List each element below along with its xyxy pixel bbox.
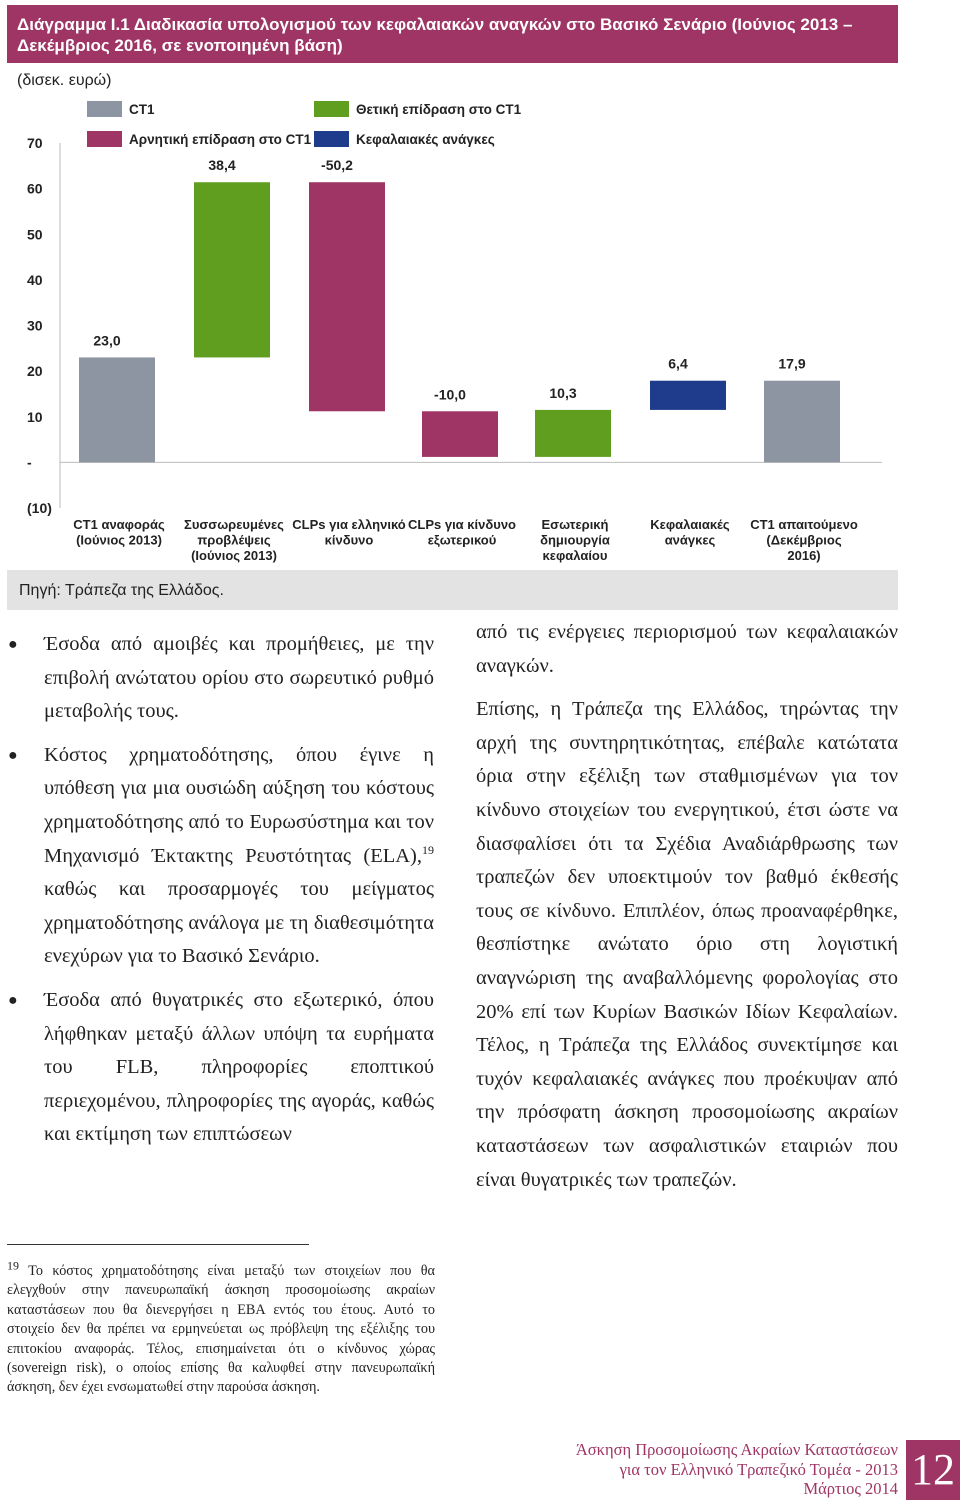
category-label-7 xyxy=(750,517,858,563)
page-footer xyxy=(576,1440,898,1499)
bullet-icon: ● xyxy=(8,746,18,764)
unit-label: (δισεκ. ευρώ) xyxy=(17,72,112,89)
category-label-5 xyxy=(540,517,610,563)
category-line: (Ιούνιος 2013) xyxy=(191,548,277,563)
data-label-7: 17,9 xyxy=(778,355,806,372)
bullet-text-cont: καθώς και προσαρμογές του μείγματος χρηματοδότησης ανάλογα με τη διαθεσιμότητα ενεχύρων για το Βασικό Σενάριο. xyxy=(44,878,434,968)
legend-swatch-ct1 xyxy=(87,101,122,117)
footnote-divider xyxy=(7,1244,309,1245)
footnote-number: 19 xyxy=(7,1258,19,1273)
category-line: δημιουργία xyxy=(540,532,610,548)
data-label-1: 23,0 xyxy=(93,332,121,349)
category-line: κίνδυνο xyxy=(324,532,374,548)
category-line: Συσσωρευμένες xyxy=(184,517,284,532)
bullet-text: Κόστος χρηματοδότησης, όπου έγινε η υπόθεση για μια ουσιώδη αύξηση του κόστους χρηματοδότησης από το Ευρωσύστημα και τον Μηχανισμό Έκτακτης Ρευστότητας (ELA), xyxy=(44,743,434,867)
y-tick-label: 70 xyxy=(27,135,43,151)
category-line: 2016) xyxy=(787,548,821,563)
category-line: (Δεκέμβριος xyxy=(766,532,842,548)
data-label-3: -50,2 xyxy=(321,157,353,174)
y-tick-label: 60 xyxy=(27,180,43,197)
y-tick-label: 40 xyxy=(27,271,43,288)
category-line: CT1 απαιτούμενο xyxy=(750,517,858,532)
y-tick-label: 20 xyxy=(27,363,43,380)
footnote-ref: 19 xyxy=(422,842,434,857)
y-tick-label: 10 xyxy=(27,408,43,425)
footer-line: Μάρτιος 2014 xyxy=(803,1479,898,1499)
bar-6 xyxy=(650,381,726,410)
legend-label-ct1: CT1 xyxy=(129,102,155,117)
legend-label-negative: Αρνητική επίδραση στο CT1 xyxy=(129,132,312,147)
category-label-2 xyxy=(184,517,284,563)
category-line: (Ιούνιος 2013) xyxy=(76,532,162,548)
category-line: Κεφαλαιακές xyxy=(650,517,730,532)
footer-line: για τον Ελληνικό Τραπεζικό Τομέα - 2013 xyxy=(619,1459,898,1479)
chart-container xyxy=(7,63,898,570)
category-line: Εσωτερική xyxy=(541,517,609,532)
footnote-text: Το κόστος χρηματοδότησης είναι μεταξύ των στοιχείων που θα ελεγχθούν στην πανευρωπαϊκή άσκηση προσομοίωσης ακραίων καταστάσεων που θα διενεργήσει η EBA εντός του έτους. Αυτό το στοιχείο δεν θα πρέπει να ερμηνεύεται ως πρόβλεψη της εξέλιξης του επιτοκίου αναφοράς. Τέλος, επισημαίνεται ότι ο κίνδυνος χώρας (sovereign risk), ο οποίος επίσης θα καλυφθεί στην πανευρωπαϊκή άσκηση, δεν έχει ενσωματωθεί στην παρούσα άσκηση. xyxy=(7,1263,435,1396)
category-line: CT1 αναφοράς xyxy=(73,517,165,532)
bullet-text: Έσοδα από θυγατρικές στο εξωτερικό, όπου λήφθηκαν μεταξύ άλλων υπόψη τα ευρήματα του FLB, πληροφορίες εποπτικού περιεχομένου, πληροφορίες της αγοράς, καθώς και εκτίμηση των επιπτώσεων xyxy=(44,988,434,1146)
y-tick-label: - xyxy=(27,454,32,471)
footnote xyxy=(7,1258,435,1398)
category-line: CLPs για κίνδυνο xyxy=(408,517,516,532)
bar-4 xyxy=(422,411,498,457)
bar-1 xyxy=(79,357,155,462)
legend-swatch-positive xyxy=(314,101,349,117)
source-note: Πηγή: Τράπεζα της Ελλάδος. xyxy=(7,570,898,610)
bullet-item xyxy=(8,739,434,974)
legend-swatch-negative xyxy=(87,131,122,147)
left-column xyxy=(8,628,434,1162)
legend-label-positive: Θετική επίδραση στο CT1 xyxy=(356,102,522,117)
bar-5 xyxy=(535,410,611,457)
y-tick-label: 30 xyxy=(27,317,43,334)
data-label-5: 10,3 xyxy=(549,384,577,401)
category-line: εξωτερικού xyxy=(427,532,497,548)
bar-7 xyxy=(764,381,840,463)
category-line: κεφαλαίου xyxy=(542,548,608,563)
category-line: CLPs για ελληνικό xyxy=(292,517,406,532)
legend-label-capital: Κεφαλαιακές ανάγκες xyxy=(356,132,495,147)
waterfall-chart xyxy=(7,63,898,570)
data-label-6: 6,4 xyxy=(668,355,688,372)
category-label-1 xyxy=(73,517,165,548)
figure-title: Διάγραμμα Ι.1 Διαδικασία υπολογισμού των κεφαλαιακών αναγκών στο Βασικό Σενάριο (Ιούνιος 2013 – Δεκέμβριος 2016, σε ενοποιημένη βάση) xyxy=(7,5,898,63)
category-line: ανάγκες xyxy=(664,532,716,548)
right-column xyxy=(476,616,898,1207)
category-label-3 xyxy=(292,517,406,548)
bar-3 xyxy=(309,182,385,411)
legend-swatch-capital xyxy=(314,131,349,147)
paragraph: Επίσης, η Τράπεζα της Ελλάδος, τηρώντας την αρχή της συντηρητικότητας, επέβαλε κατώτατα όρια στην εξέλιξη των σταθμισμένων για τον κίνδυνο στοιχείων του ενεργητικού, έτσι ώστε να διασφαλίσει ότι τα Σχέδια Αναδιάρθρωσης των τραπεζών δεν υποεκτιμούν τον βαθμό έκθεσής τους σε κίνδυνο. Επιπλέον, όπως προαναφέρθηκε, θεσπίστηκε ανώτατο όριο στη λογιστική αναγνώριση της αναβαλλόμενης φορολογίας στο 20% επί των Κυρίων Βασικών Ιδίων Κεφαλαίων. Τέλος, η Τράπεζα της Ελλάδος συνεκτίμησε και τυχόν κεφαλαιακές ανάγκες που προέκυψαν από την πρόσφατη άσκηση προσομοίωσης ακραίων καταστάσεων των ασφαλιστικών εταιριών που είναι θυγατρικές των τραπεζών. xyxy=(476,698,898,1191)
bullet-item xyxy=(8,628,434,729)
bullet-icon: ● xyxy=(8,991,18,1009)
category-line: προβλέψεις xyxy=(197,532,271,548)
bullet-text: Έσοδα από αμοιβές και προμήθειες, με την επιβολή ανώτατου ορίου στο σωρευτικό ρυθμό μεταβολής τους. xyxy=(44,633,434,723)
y-tick-label: 50 xyxy=(27,226,43,243)
bullet-icon: ● xyxy=(8,636,18,653)
page-number: 12 xyxy=(906,1440,960,1500)
category-label-4 xyxy=(408,517,516,548)
data-label-2: 38,4 xyxy=(208,157,236,174)
bar-2 xyxy=(194,182,270,357)
footer-line: Άσκηση Προσομοίωσης Ακραίων Καταστάσεων xyxy=(575,1440,898,1459)
category-label-6 xyxy=(650,517,730,548)
y-tick-label: (10) xyxy=(27,500,52,516)
data-label-4: -10,0 xyxy=(434,386,466,403)
bullet-item xyxy=(8,984,434,1152)
paragraph: από τις ενέργειες περιορισμού των κεφαλαιακών αναγκών. xyxy=(476,621,898,677)
